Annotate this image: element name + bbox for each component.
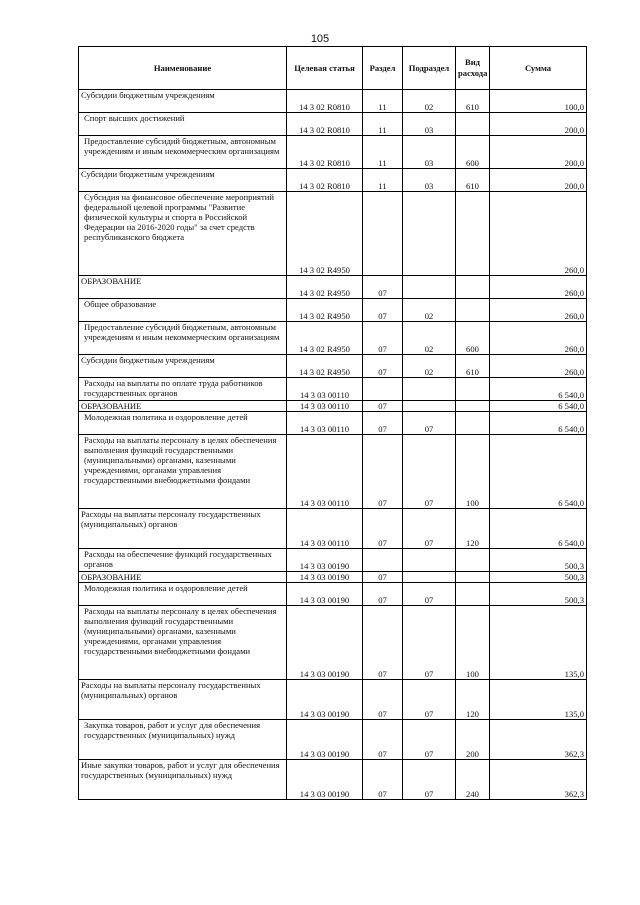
- header-subsection: Подраздел: [403, 47, 456, 90]
- row-code: 14 3 03 00190: [287, 720, 363, 760]
- row-kind: [456, 378, 490, 401]
- row-name: ОБРАЗОВАНИЕ: [79, 572, 287, 583]
- table-row: [79, 572, 587, 583]
- row-section: 07: [363, 572, 403, 583]
- row-sum: 6 540,0: [490, 435, 587, 509]
- row-name: Иные закупки товаров, работ и услуг для обеспечения государственных (муниципальных) нужд: [79, 760, 287, 800]
- row-section: [363, 378, 403, 401]
- row-section: 07: [363, 355, 403, 378]
- table-row: [79, 378, 587, 401]
- row-section: 07: [363, 720, 403, 760]
- row-name: Молодежная политика и оздоровление детей: [79, 412, 287, 435]
- row-subsection: 07: [403, 606, 456, 680]
- table-row: [79, 169, 587, 192]
- row-code: 14 3 02 R0810: [287, 90, 363, 113]
- row-sum: 500,3: [490, 572, 587, 583]
- row-kind: 120: [456, 509, 490, 549]
- row-sum: 500,3: [490, 549, 587, 572]
- table-row: [79, 136, 587, 169]
- row-section: 07: [363, 583, 403, 606]
- row-kind: 600: [456, 136, 490, 169]
- row-kind: [456, 276, 490, 299]
- table-row: [79, 509, 587, 549]
- row-subsection: 03: [403, 169, 456, 192]
- row-sum: 135,0: [490, 680, 587, 720]
- row-kind: [456, 549, 490, 572]
- row-name: Общее образование: [79, 299, 287, 322]
- row-kind: [456, 299, 490, 322]
- row-name: Расходы на обеспечение функций государственных органов: [79, 549, 287, 572]
- row-subsection: 02: [403, 322, 456, 355]
- row-section: 07: [363, 401, 403, 412]
- row-subsection: 02: [403, 90, 456, 113]
- row-subsection: 07: [403, 720, 456, 760]
- row-kind: [456, 583, 490, 606]
- row-sum: 200,0: [490, 113, 587, 136]
- row-section: 07: [363, 276, 403, 299]
- table-row: [79, 606, 587, 680]
- row-kind: 120: [456, 680, 490, 720]
- row-code: 14 3 02 R4950: [287, 355, 363, 378]
- header-sum: Сумма: [490, 47, 587, 90]
- row-code: 14 3 02 R4950: [287, 322, 363, 355]
- row-kind: 610: [456, 169, 490, 192]
- table-row: [79, 583, 587, 606]
- row-code: 14 3 03 00110: [287, 435, 363, 509]
- table-row: [79, 412, 587, 435]
- row-name: Субсидия на финансовое обеспечение мероприятий федеральной целевой программы "Развитие физической культуры и спорта в Российской Федерации на 2016-2020 годы" за счет средств республиканского бюджета: [79, 192, 287, 276]
- row-subsection: 07: [403, 412, 456, 435]
- row-name: ОБРАЗОВАНИЕ: [79, 276, 287, 299]
- row-sum: 260,0: [490, 276, 587, 299]
- row-section: [363, 549, 403, 572]
- row-kind: 240: [456, 760, 490, 800]
- row-code: 14 3 03 00110: [287, 378, 363, 401]
- row-code: 14 3 02 R0810: [287, 113, 363, 136]
- header-code: Целевая статья: [287, 47, 363, 90]
- row-sum: 135,0: [490, 606, 587, 680]
- row-code: 14 3 02 R4950: [287, 299, 363, 322]
- row-name: Расходы на выплаты персоналу в целях обеспечения выполнения функций государственными (муниципальными) органами, казенными учреждениями, органами управления государственными внебюджетными фондами: [79, 606, 287, 680]
- row-code: 14 3 03 00190: [287, 549, 363, 572]
- row-subsection: 03: [403, 136, 456, 169]
- row-name: Предоставление субсидий бюджетным, автономным учреждениям и иным некоммерческим организациям: [79, 322, 287, 355]
- row-name: Предоставление субсидий бюджетным, автономным учреждениям и иным некоммерческим организациям: [79, 136, 287, 169]
- table-row: [79, 435, 587, 509]
- row-name: Расходы на выплаты персоналу в целях обеспечения выполнения функций государственными (муниципальными) органами, казенными учреждениями, органами управления государственными внебюджетными фондами: [79, 435, 287, 509]
- row-code: 14 3 03 00190: [287, 583, 363, 606]
- row-code: 14 3 03 00110: [287, 412, 363, 435]
- row-code: 14 3 02 R4950: [287, 276, 363, 299]
- row-subsection: 07: [403, 509, 456, 549]
- row-name: Закупка товаров, работ и услуг для обеспечения государственных (муниципальных) нужд: [79, 720, 287, 760]
- row-kind: 600: [456, 322, 490, 355]
- row-name: Субсидии бюджетным учреждениям: [79, 355, 287, 378]
- row-sum: 6 540,0: [490, 378, 587, 401]
- table-header-row: [79, 47, 587, 90]
- row-kind: [456, 412, 490, 435]
- table-row: [79, 401, 587, 412]
- row-kind: 610: [456, 355, 490, 378]
- table-row: [79, 90, 587, 113]
- row-sum: 6 540,0: [490, 509, 587, 549]
- row-sum: 362,3: [490, 760, 587, 800]
- row-kind: [456, 572, 490, 583]
- row-subsection: 02: [403, 355, 456, 378]
- table-row: [79, 192, 587, 276]
- row-name: Расходы на выплаты по оплате труда работников государственных органов: [79, 378, 287, 401]
- row-name: ОБРАЗОВАНИЕ: [79, 401, 287, 412]
- row-subsection: [403, 572, 456, 583]
- row-sum: 200,0: [490, 169, 587, 192]
- header-name: Наименование: [79, 47, 287, 90]
- row-subsection: 07: [403, 583, 456, 606]
- row-sum: 500,3: [490, 583, 587, 606]
- table-row: [79, 299, 587, 322]
- row-name: Субсидии бюджетным учреждениям: [79, 169, 287, 192]
- row-section: 11: [363, 113, 403, 136]
- row-subsection: [403, 192, 456, 276]
- row-name: Спорт высших достижений: [79, 113, 287, 136]
- row-section: 11: [363, 90, 403, 113]
- row-code: 14 3 03 00190: [287, 680, 363, 720]
- table-body: [79, 90, 587, 800]
- row-code: 14 3 03 00110: [287, 401, 363, 412]
- budget-table: [78, 46, 587, 800]
- row-sum: 200,0: [490, 136, 587, 169]
- row-sum: 6 540,0: [490, 412, 587, 435]
- header-kind: Вид расхода: [456, 47, 490, 90]
- row-subsection: 02: [403, 299, 456, 322]
- row-section: 11: [363, 136, 403, 169]
- row-name: Субсидии бюджетным учреждениям: [79, 90, 287, 113]
- row-section: 07: [363, 435, 403, 509]
- row-section: 07: [363, 299, 403, 322]
- row-code: 14 3 02 R0810: [287, 169, 363, 192]
- row-sum: 260,0: [490, 355, 587, 378]
- row-code: 14 3 03 00190: [287, 606, 363, 680]
- row-section: 07: [363, 509, 403, 549]
- row-sum: 260,0: [490, 192, 587, 276]
- row-kind: 610: [456, 90, 490, 113]
- row-subsection: 07: [403, 680, 456, 720]
- row-sum: 260,0: [490, 322, 587, 355]
- row-code: 14 3 02 R0810: [287, 136, 363, 169]
- row-kind: [456, 401, 490, 412]
- row-code: 14 3 03 00190: [287, 760, 363, 800]
- row-section: [363, 192, 403, 276]
- row-subsection: [403, 378, 456, 401]
- table-row: [79, 322, 587, 355]
- row-section: 07: [363, 412, 403, 435]
- row-subsection: [403, 276, 456, 299]
- row-kind: 100: [456, 435, 490, 509]
- row-kind: 200: [456, 720, 490, 760]
- row-subsection: [403, 401, 456, 412]
- row-section: 07: [363, 606, 403, 680]
- table-row: [79, 113, 587, 136]
- row-section: 07: [363, 680, 403, 720]
- table-row: [79, 276, 587, 299]
- row-code: 14 3 02 R4950: [287, 192, 363, 276]
- row-name: Расходы на выплаты персоналу государственных (муниципальных) органов: [79, 680, 287, 720]
- row-sum: 100,0: [490, 90, 587, 113]
- row-section: 07: [363, 322, 403, 355]
- row-sum: 260,0: [490, 299, 587, 322]
- header-section: Раздел: [363, 47, 403, 90]
- row-subsection: 07: [403, 760, 456, 800]
- row-code: 14 3 03 00110: [287, 509, 363, 549]
- row-kind: 100: [456, 606, 490, 680]
- row-sum: 6 540,0: [490, 401, 587, 412]
- row-subsection: 07: [403, 435, 456, 509]
- table-row: [79, 720, 587, 760]
- row-name: Молодежная политика и оздоровление детей: [79, 583, 287, 606]
- table-row: [79, 760, 587, 800]
- page-number: 105: [310, 33, 330, 45]
- table-row: [79, 680, 587, 720]
- row-code: 14 3 03 00190: [287, 572, 363, 583]
- table-row: [79, 355, 587, 378]
- row-subsection: 03: [403, 113, 456, 136]
- row-subsection: [403, 549, 456, 572]
- row-section: 07: [363, 760, 403, 800]
- row-name: Расходы на выплаты персоналу государственных (муниципальных) органов: [79, 509, 287, 549]
- row-kind: [456, 113, 490, 136]
- row-kind: [456, 192, 490, 276]
- table-row: [79, 549, 587, 572]
- row-section: 11: [363, 169, 403, 192]
- row-sum: 362,3: [490, 720, 587, 760]
